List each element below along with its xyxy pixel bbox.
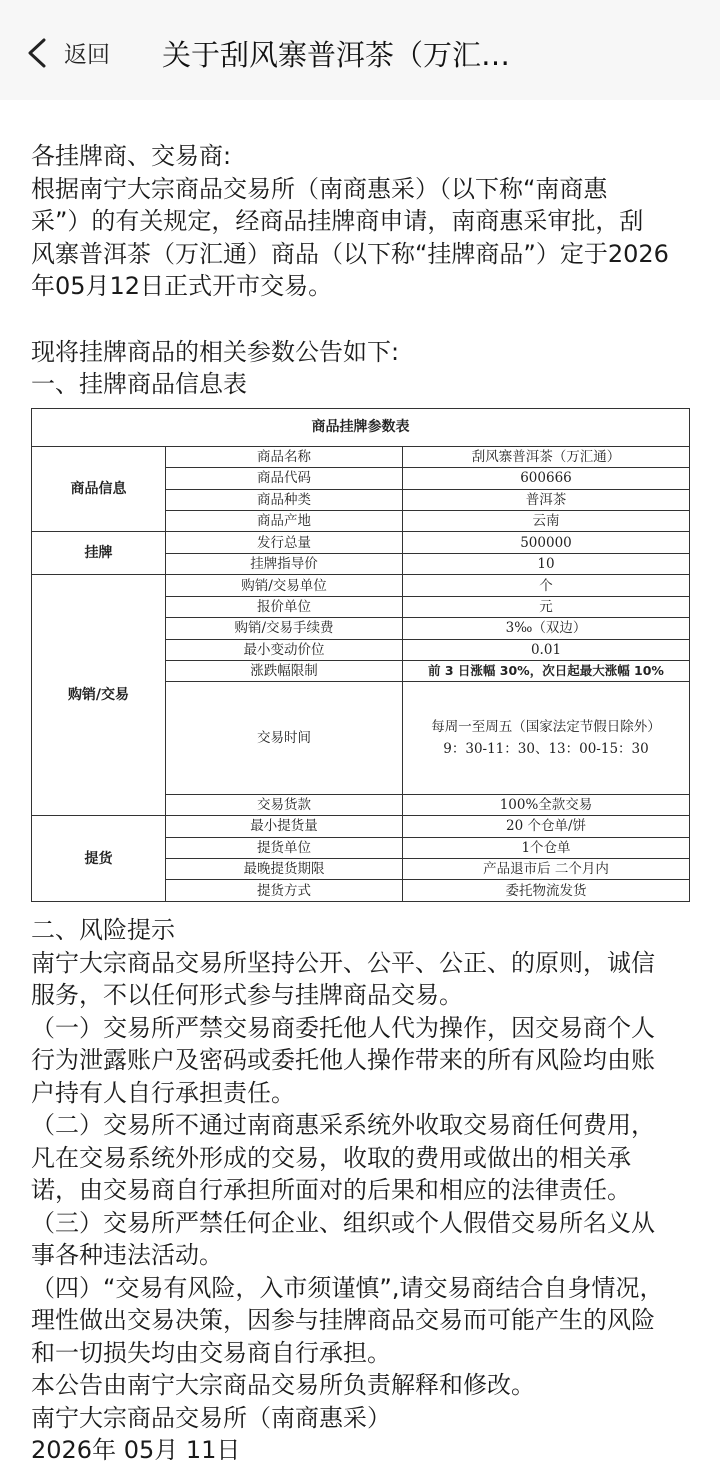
param-value: 20 个仓单/饼 <box>403 816 690 837</box>
param-value: 1个仓单 <box>403 837 690 858</box>
back-button[interactable]: 返回 <box>64 42 110 68</box>
issue-date: 2026年 05月 11日 <box>31 1436 241 1464</box>
param-value: 个 <box>403 575 690 596</box>
risk-line: （二）交易所不通过南商惠采系统外收取交易商任何费用， <box>31 1111 655 1139</box>
risk-line: 理性做出交易决策，因参与挂牌商品交易而可能产生的风险 <box>31 1306 655 1334</box>
announcement-intro <box>31 140 696 401</box>
param-value: 普洱茶 <box>403 489 690 510</box>
top-nav-bar <box>0 0 720 100</box>
param-label: 挂牌指导价 <box>166 553 403 574</box>
risk-line: 行为泄露账户及密码或委托他人操作带来的所有风险均由账 <box>31 1046 655 1074</box>
param-value: 前 3 日涨幅 30%，次日起最大涨幅 10% <box>403 660 690 681</box>
risk-line: （一）交易所严禁交易商委托他人代为操作，因交易商个人 <box>31 1013 655 1042</box>
body-line: 采”）的有关规定，经商品挂牌商申请，南商惠采审批，刮 <box>31 207 644 235</box>
param-label: 提货方式 <box>166 880 403 902</box>
param-value: 600666 <box>403 468 690 489</box>
risk-line: 户持有人自行承担责任。 <box>31 1078 295 1107</box>
section-heading: 一、挂牌商品信息表 <box>31 370 247 398</box>
table-caption: 商品挂牌参数表 <box>32 409 690 447</box>
param-label: 提货单位 <box>166 837 403 858</box>
param-value-trading-hours <box>403 682 690 794</box>
body-line: 根据南宁大宗商品交易所（南商惠采）（以下称“南商惠 <box>31 174 608 203</box>
risk-line: 服务，不以任何形式参与挂牌商品交易。 <box>31 981 463 1009</box>
issuer-name: 南宁大宗商品交易所（南商惠采） <box>31 1403 391 1432</box>
trading-hours-times: 9：30-11：30、13：00-15：30 <box>443 741 649 758</box>
body-line: 风寨普洱茶（万汇通）商品（以下称“挂牌商品”）定于2026 <box>31 239 669 268</box>
group-label-info: 商品信息 <box>32 446 166 532</box>
param-label: 最晚提货期限 <box>166 858 403 879</box>
chevron-left-icon[interactable] <box>26 38 48 68</box>
param-label: 商品名称 <box>166 446 403 467</box>
risk-line: 南宁大宗商品交易所坚持公开、公平、公正、的原则，诚信 <box>31 948 655 977</box>
announce-text: 现将挂牌商品的相关参数公告如下: <box>31 337 400 366</box>
param-value: 100%全款交易 <box>403 794 690 815</box>
body-line: 年05月12日正式开市交易。 <box>31 272 333 300</box>
param-label: 购销/交易单位 <box>166 575 403 596</box>
param-label: 交易时间 <box>166 682 403 794</box>
param-value: 产品退市后 二个月内 <box>403 858 690 879</box>
param-value: 委托物流发货 <box>403 880 690 902</box>
risk-line: （四）“交易有风险，入市须谨慎”,请交易商结合自身情况， <box>31 1273 664 1302</box>
greeting-text: 各挂牌商、交易商: <box>31 142 232 170</box>
listing-parameter-table <box>31 408 690 902</box>
param-label: 商品种类 <box>166 489 403 510</box>
risk-notice <box>31 914 696 1467</box>
param-value: 云南 <box>403 511 690 532</box>
param-label: 报价单位 <box>166 596 403 617</box>
group-label-delivery: 提货 <box>32 816 166 902</box>
param-value: 3‰（双边） <box>403 618 690 639</box>
risk-line: 和一切损失均由交易商自行承担。 <box>31 1338 391 1367</box>
risk-line: 凡在交易系统外形成的交易，收取的费用或做出的相关承 <box>31 1143 631 1172</box>
param-value: 10 <box>403 553 690 574</box>
param-label: 发行总量 <box>166 532 403 553</box>
risk-line: 诺，由交易商自行承担所面对的后果和相应的法律责任。 <box>31 1176 631 1204</box>
risk-line: （三）交易所严禁任何企业、组织或个人假借交易所名义从 <box>31 1208 655 1237</box>
param-value: 0.01 <box>403 639 690 660</box>
param-value: 元 <box>403 596 690 617</box>
param-value: 500000 <box>403 532 690 553</box>
param-label: 商品代码 <box>166 468 403 489</box>
param-label: 商品产地 <box>166 511 403 532</box>
param-label: 最小提货量 <box>166 816 403 837</box>
risk-line: 事各种违法活动。 <box>31 1241 223 1269</box>
param-label: 交易货款 <box>166 794 403 815</box>
trading-hours-days: 每周一至周五（国家法定节假日除外） <box>431 719 661 736</box>
group-label-trade: 购销/交易 <box>32 575 166 816</box>
param-label: 涨跌幅限制 <box>166 660 403 681</box>
section-heading: 二、风险提示 <box>31 916 175 944</box>
page-title: 关于刮风寨普洱茶（万汇… <box>162 38 511 72</box>
param-value: 刮风寨普洱茶（万汇通） <box>403 446 690 467</box>
closing-statement: 本公告由南宁大宗商品交易所负责解释和修改。 <box>31 1371 535 1399</box>
group-label-listing: 挂牌 <box>32 532 166 575</box>
param-label: 最小变动价位 <box>166 639 403 660</box>
param-label: 购销/交易手续费 <box>166 618 403 639</box>
